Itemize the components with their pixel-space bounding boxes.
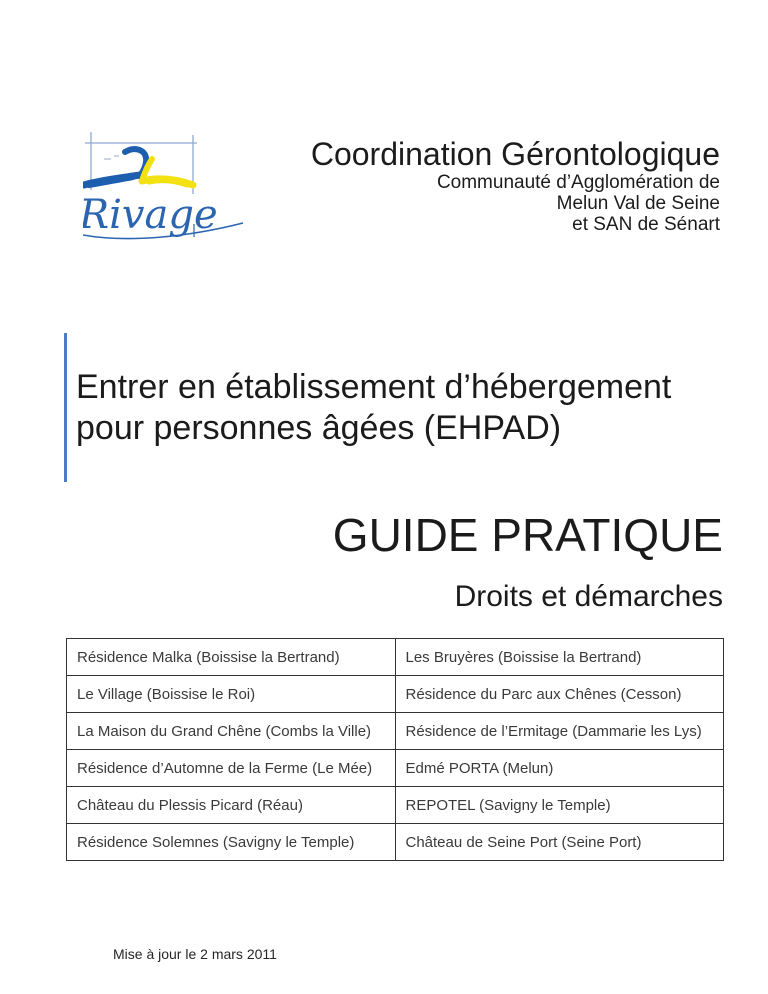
document-heading-line: Entrer en établissement d’hébergement: [76, 367, 672, 406]
guide-subtitle: Droits et démarches: [454, 580, 723, 613]
update-date: Mise à jour le 2 mars 2011: [113, 946, 277, 962]
table-row: [67, 713, 724, 750]
table-cell: Résidence Solemnes (Savigny le Temple): [67, 824, 396, 861]
table-cell: Edmé PORTA (Melun): [395, 750, 724, 787]
logo-script-text: Rivage: [83, 192, 218, 238]
table-cell: Résidence du Parc aux Chênes (Cesson): [395, 676, 724, 713]
org-title: Coordination Gérontologique: [310, 136, 720, 172]
rivage-logo-icon: [83, 131, 250, 246]
residences-table: [66, 638, 724, 861]
table-cell: Résidence de l’Ermitage (Dammarie les Lys): [395, 713, 724, 750]
table-row: [67, 787, 724, 824]
table-row: [67, 676, 724, 713]
org-header: [311, 136, 720, 235]
org-subtitle-line: Communauté d’Agglomération de: [436, 172, 720, 193]
document-heading-line: pour personnes âgées (EHPAD): [76, 408, 562, 447]
org-subtitle-line: Melun Val de Seine: [556, 193, 720, 214]
table-cell: Château de Seine Port (Seine Port): [395, 824, 724, 861]
table-row: [67, 750, 724, 787]
rivage-logo-drawing: [83, 131, 250, 246]
table-cell: Les Bruyères (Boissise la Bertrand): [395, 639, 724, 676]
table-row: [67, 639, 724, 676]
guide-main-title: GUIDE PRATIQUE: [332, 509, 723, 561]
table-cell: Le Village (Boissise le Roi): [67, 676, 396, 713]
document-heading-block: [64, 333, 716, 482]
org-subtitle-line: et SAN de Sénart: [572, 214, 720, 235]
table-cell: La Maison du Grand Chêne (Combs la Ville): [67, 713, 396, 750]
table-cell: Château du Plessis Picard (Réau): [67, 787, 396, 824]
table-row: [67, 824, 724, 861]
table-cell: Résidence Malka (Boissise la Bertrand): [67, 639, 396, 676]
table-cell: REPOTEL (Savigny le Temple): [395, 787, 724, 824]
table-cell: Résidence d’Automne de la Ferme (Le Mée): [67, 750, 396, 787]
